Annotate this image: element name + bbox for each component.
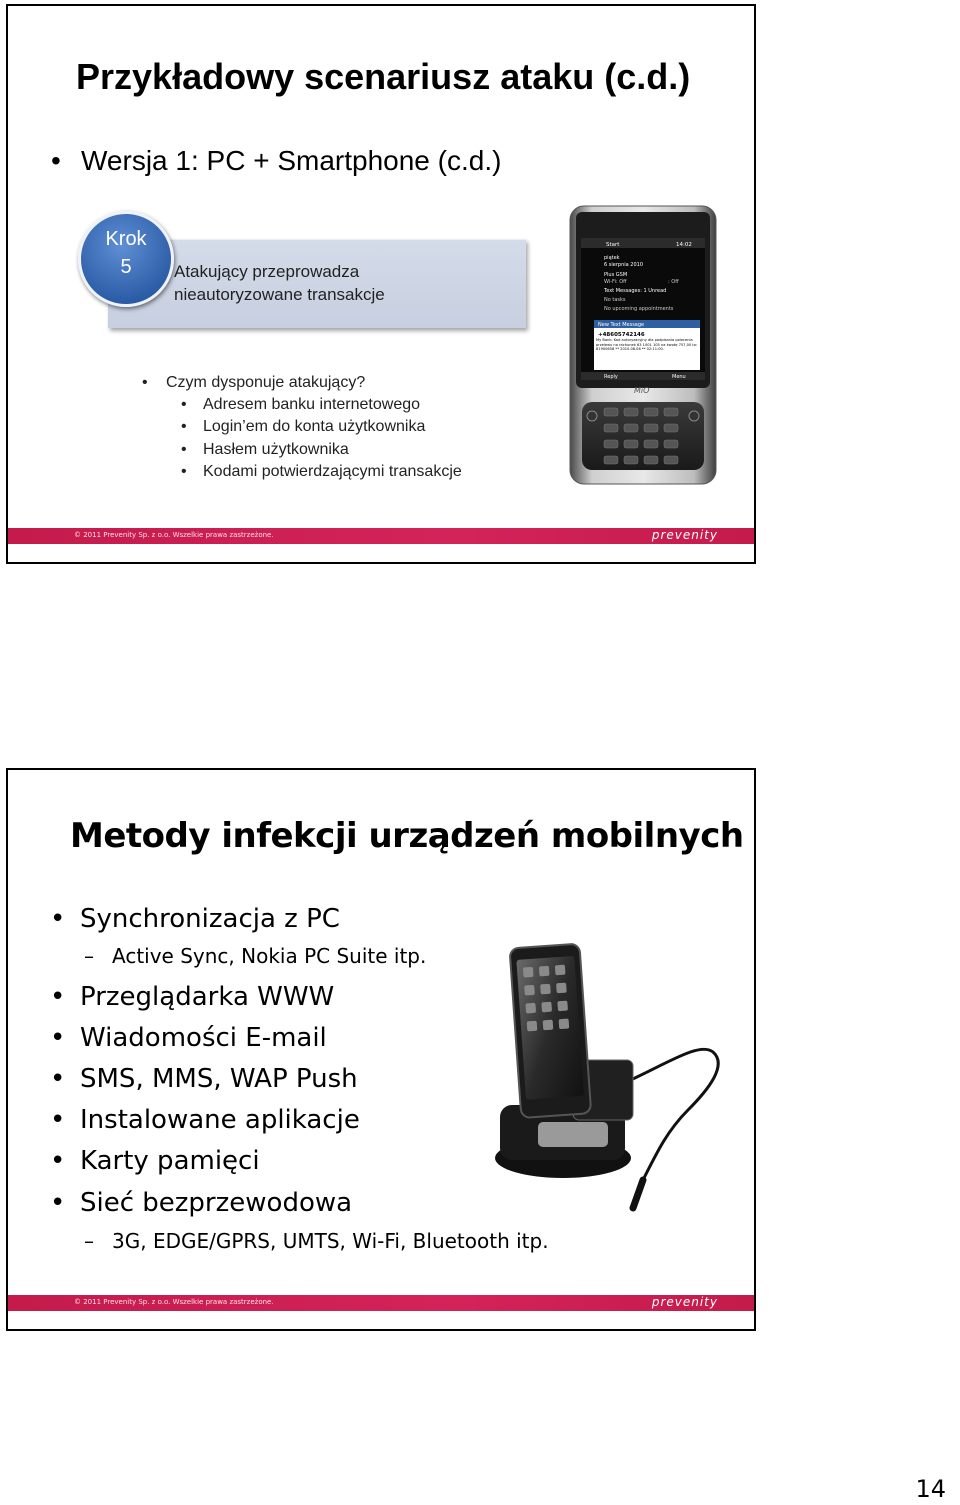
- slide-1-footer: [8, 528, 754, 544]
- phone-bt: : Off: [668, 279, 679, 285]
- infection-method: • SMS, MMS, WAP Push: [80, 1064, 358, 1094]
- slide-2-title: Metody infekcji urządzeń mobilnych: [70, 816, 744, 856]
- infection-method: • Instalowane aplikacje: [80, 1105, 360, 1135]
- footer-copyright: © 2011 Prevenity Sp. z o.o. Wszelkie prawa zastrzeżone.: [74, 1298, 274, 1306]
- phone-dock-image: [488, 940, 748, 1220]
- infection-method: • Sieć bezprzewodowa: [80, 1188, 352, 1218]
- step-description: [174, 260, 385, 306]
- prevenity-logo: prevenity: [651, 528, 718, 542]
- phone-carrier: Plus GSM: [604, 272, 628, 278]
- prevenity-logo: prevenity: [651, 1295, 718, 1309]
- slide-1-bullet: • Wersja 1: PC + Smartphone (c.d.): [81, 145, 501, 177]
- smartphone-image: [568, 204, 718, 486]
- phone-status-time: 14:02: [676, 242, 692, 248]
- sub-item: • Login’em do konta użytkownika: [203, 418, 425, 436]
- footer-copyright: © 2011 Prevenity Sp. z o.o. Wszelkie prawa zastrzeżone.: [74, 531, 274, 539]
- slide-2-footer: [8, 1295, 754, 1311]
- infection-method: • Synchronizacja z PC: [80, 904, 340, 934]
- step-label: Krok: [105, 228, 147, 250]
- phone-date: 6 sierpnia 2010: [604, 262, 644, 268]
- phone-menu: Menu: [672, 374, 686, 380]
- slide-1-title: Przykładowy scenariusz ataku (c.d.): [76, 56, 691, 97]
- page-number: 14: [915, 1475, 946, 1503]
- phone-messages: Text Messages: 1 Unread: [604, 288, 667, 294]
- sub-item: • Adresem banku internetowego: [203, 396, 420, 414]
- slide-2: [6, 768, 756, 1331]
- infection-method-detail: – 3G, EDGE/GPRS, UMTS, Wi-Fi, Bluetooth itp.: [112, 1229, 549, 1253]
- slide-1: [6, 4, 756, 564]
- step-number: 5: [120, 256, 132, 278]
- phone-brand: MiO: [634, 386, 650, 395]
- step-description-line-2: nieautoryzowane transakcje: [174, 285, 385, 304]
- phone-tasks: No tasks: [604, 297, 626, 303]
- phone-appointments: No upcoming appointments: [604, 306, 674, 312]
- phone-status-start: Start: [606, 242, 620, 248]
- phone-reply: Reply: [604, 374, 618, 380]
- sub-item: • Kodami potwierdzającymi transakcje: [203, 463, 462, 481]
- phone-new-message: New Text Message: [598, 322, 645, 328]
- phone-day: piątek: [604, 255, 620, 261]
- infection-method-detail: – Active Sync, Nokia PC Suite itp.: [112, 944, 426, 968]
- phone-wifi: Wi-Fi: Off: [604, 279, 627, 285]
- question-bullet: • Czym dysponuje atakujący?: [166, 374, 365, 392]
- infection-method: • Wiadomości E-mail: [80, 1023, 327, 1053]
- phone-sms-body: My Bank: Kod autoryzacyjny dla podpisania polecenia przelewu na rachunek 63 1001 105 na kwotę 757,00 to: 81900658 ** 2010.08.06 ** 02:11:00.: [596, 338, 698, 351]
- step-badge: [78, 211, 174, 307]
- infection-method: • Karty pamięci: [80, 1146, 260, 1176]
- sub-item: • Hasłem użytkownika: [203, 441, 349, 459]
- infection-method: • Przeglądarka WWW: [80, 982, 334, 1012]
- phone-sender: +48605742146: [598, 332, 645, 338]
- step-description-line-1: Atakujący przeprowadza: [174, 262, 360, 281]
